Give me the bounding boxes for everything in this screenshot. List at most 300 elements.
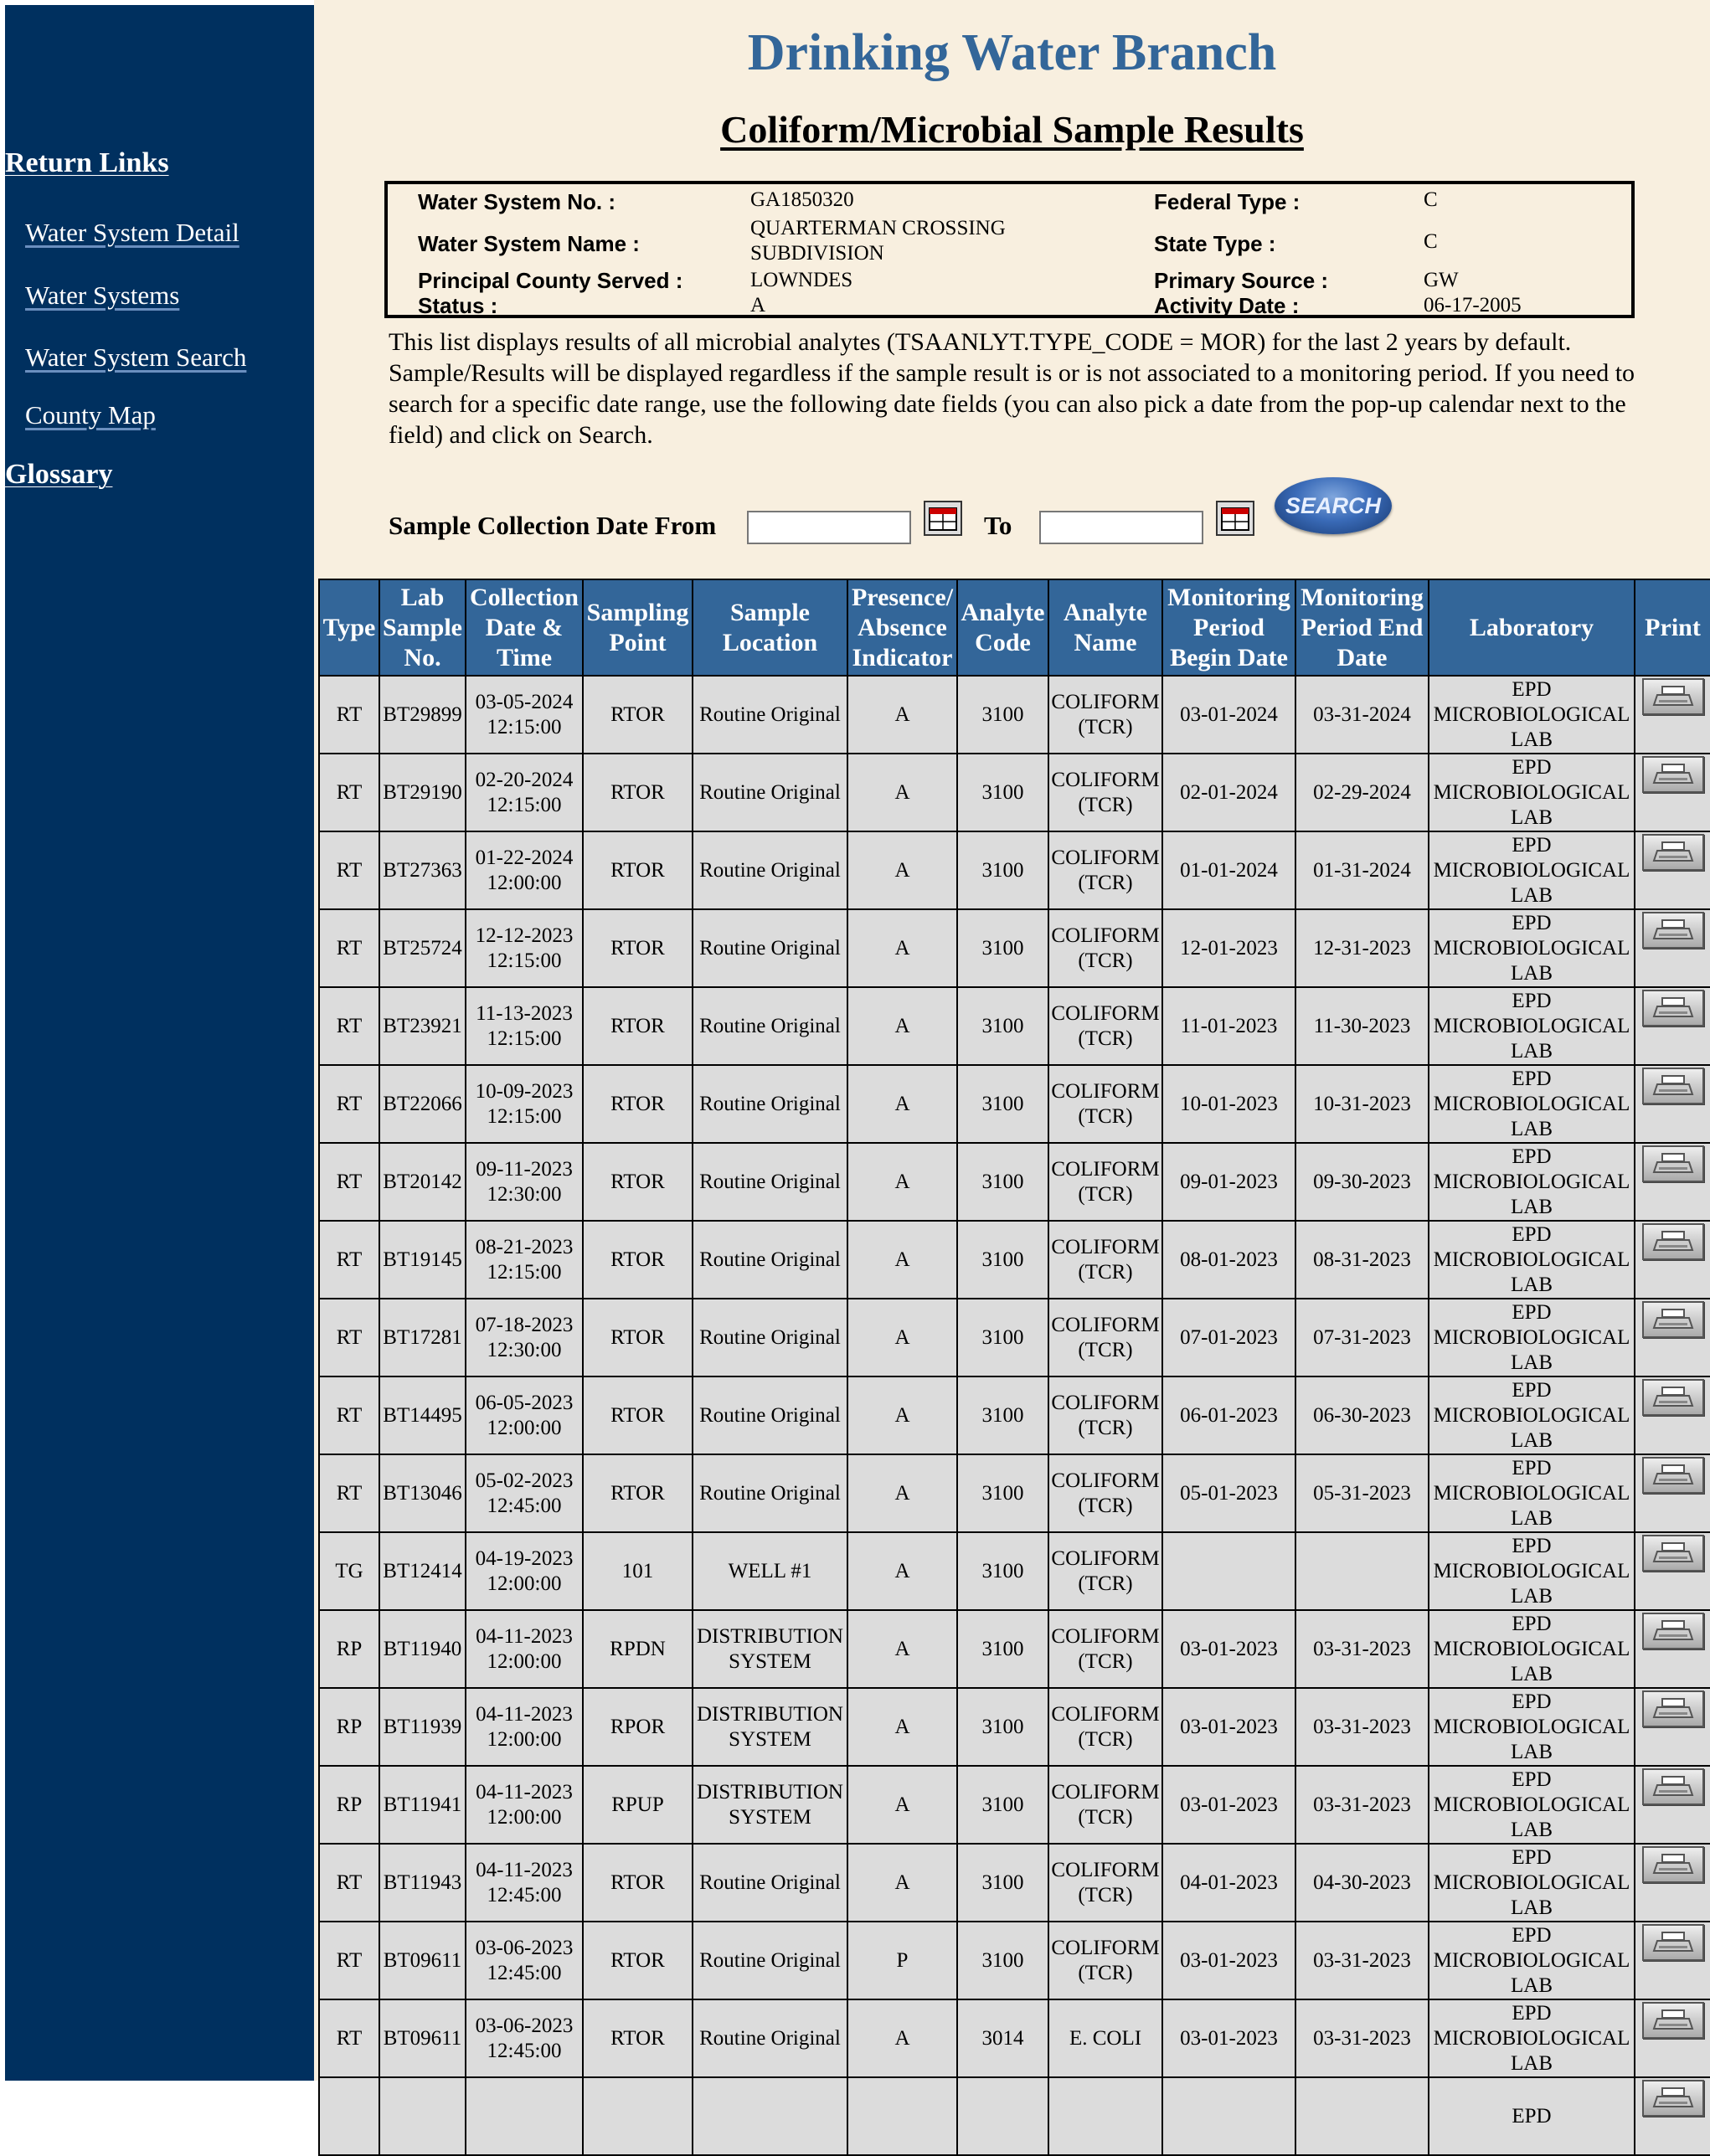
cell-presence-absence: A (847, 909, 957, 987)
printer-icon (1644, 1381, 1702, 1414)
cell-sampling-point: RTOR (583, 909, 693, 987)
print-button[interactable] (1642, 1145, 1704, 1182)
cell-presence-absence: A (847, 1766, 957, 1844)
cell-analyte-code: 3100 (957, 1221, 1048, 1299)
cell-lab-sample-no: BT14495 (379, 1376, 466, 1454)
cell-analyte-name: COLIFORM (TCR) (1048, 1221, 1162, 1299)
cell-type: RT (319, 1844, 379, 1922)
cell-sample-location: Routine Original (693, 1844, 847, 1922)
cell-type: RP (319, 1766, 379, 1844)
water-system-name-line1: QUARTERMAN CROSSING (750, 217, 1006, 239)
cell-analyte-name: COLIFORM (TCR) (1048, 1299, 1162, 1376)
federal-type-label: Federal Type : (1154, 189, 1301, 214)
printer-icon (1644, 1225, 1702, 1258)
cell-presence-absence: A (847, 1532, 957, 1610)
print-button[interactable] (1642, 834, 1704, 871)
cell-period-begin: 03-01-2023 (1162, 1922, 1295, 1999)
sidebar-link-county-map[interactable]: County Map (25, 400, 156, 430)
cell-print (1635, 1844, 1710, 1922)
cell-period-begin: 03-01-2023 (1162, 1688, 1295, 1766)
cell-presence-absence: A (847, 1688, 957, 1766)
printer-icon (1644, 1536, 1702, 1570)
cell-period-end: 05-31-2023 (1295, 1454, 1429, 1532)
date-from-input[interactable] (747, 511, 911, 544)
printer-icon (1644, 1303, 1702, 1336)
cell-sample-location: DISTRIBUTION SYSTEM (693, 1610, 847, 1688)
cell-analyte-name: COLIFORM (TCR) (1048, 1688, 1162, 1766)
cell-sampling-point: RPOR (583, 1688, 693, 1766)
cell-sampling-point: RTOR (583, 1299, 693, 1376)
print-button[interactable] (1642, 1846, 1704, 1883)
cell-collection-date: 03-05-2024 12:15:00 (466, 676, 583, 754)
cell-laboratory: EPD MICROBIOLOGICAL LAB (1429, 1221, 1635, 1299)
cell-presence-absence: A (847, 1610, 957, 1688)
sidebar-link-water-systems[interactable]: Water Systems (25, 280, 180, 310)
search-button[interactable]: SEARCH (1275, 477, 1392, 534)
cell-period-begin: 11-01-2023 (1162, 987, 1295, 1065)
sidebar-link-water-system-detail[interactable]: Water System Detail (25, 218, 240, 247)
table-row (319, 1844, 1710, 1922)
table-row (319, 676, 1710, 754)
cell-print (1635, 831, 1710, 909)
print-button[interactable] (1642, 1535, 1704, 1572)
cell-sampling-point: RTOR (583, 676, 693, 754)
cell-sample-location: Routine Original (693, 676, 847, 754)
cell-period-end: 03-31-2023 (1295, 1999, 1429, 2077)
cell-analyte-code: 3100 (957, 1454, 1048, 1532)
cell-period-begin: 12-01-2023 (1162, 909, 1295, 987)
cell-lab-sample-no: BT17281 (379, 1299, 466, 1376)
cell-laboratory: EPD MICROBIOLOGICAL LAB (1429, 1922, 1635, 1999)
cell-lab-sample-no: BT20142 (379, 1143, 466, 1221)
cell-sample-location: Routine Original (693, 1221, 847, 1299)
printer-icon (1644, 2081, 1702, 2115)
cell-lab-sample-no: BT19145 (379, 1221, 466, 1299)
table-row (319, 1376, 1710, 1454)
cell-print (1635, 1143, 1710, 1221)
results-table (318, 579, 1710, 2156)
print-button[interactable] (1642, 678, 1704, 715)
cell-laboratory: EPD MICROBIOLOGICAL LAB (1429, 1766, 1635, 1844)
cell-print (1635, 1922, 1710, 1999)
cell-laboratory: EPD MICROBIOLOGICAL LAB (1429, 1454, 1635, 1532)
print-button[interactable] (1642, 2002, 1704, 2039)
cell-laboratory: EPD MICROBIOLOGICAL LAB (1429, 1610, 1635, 1688)
cell-period-end: 04-30-2023 (1295, 1844, 1429, 1922)
cell-collection-date: 12-12-2023 12:15:00 (466, 909, 583, 987)
cell-lab-sample-no: BT11941 (379, 1766, 466, 1844)
cell-sample-location: Routine Original (693, 1922, 847, 1999)
cell-period-end (1295, 1532, 1429, 1610)
header-collection-date: Collection Date & Time (466, 579, 583, 676)
cell-collection-date: 09-11-2023 12:30:00 (466, 1143, 583, 1221)
cell-collection-date: 04-11-2023 12:00:00 (466, 1610, 583, 1688)
cell-sampling-point: RTOR (583, 1376, 693, 1454)
table-row (319, 1221, 1710, 1299)
cell-analyte-code: 3100 (957, 1844, 1048, 1922)
cell-sampling-point: RTOR (583, 754, 693, 831)
cell-analyte-name: COLIFORM (TCR) (1048, 754, 1162, 831)
cell-analyte-code: 3100 (957, 1766, 1048, 1844)
print-button[interactable] (1642, 1301, 1704, 1338)
cell-analyte-name: E. COLI (1048, 1999, 1162, 2077)
cell-sample-location: Routine Original (693, 1376, 847, 1454)
cell-type: RP (319, 1610, 379, 1688)
cell-lab-sample-no: BT13046 (379, 1454, 466, 1532)
cell-print (1635, 1221, 1710, 1299)
cell-analyte-code: 3100 (957, 1532, 1048, 1610)
cell-sampling-point: RTOR (583, 1454, 693, 1532)
cell-print (1635, 1065, 1710, 1143)
cell-type: RT (319, 1999, 379, 2077)
cell-period-begin: 03-01-2023 (1162, 1766, 1295, 1844)
cell-laboratory: EPD MICROBIOLOGICAL LAB (1429, 1143, 1635, 1221)
cell-presence-absence: A (847, 831, 957, 909)
printer-icon (1644, 991, 1702, 1025)
cell-sampling-point: RTOR (583, 1221, 693, 1299)
description-text: This list displays results of all microbial analytes (TSAANLYT.TYPE_CODE = MOR) for the last 2 years by default. Sample/Results will be displayed regardless if the sample result is or is not associated to a monitoring period. If you need to search for a specific date range, use the following date fields (you can also pick a date from the pop-up calendar next to the field) and click on Search. (389, 328, 1635, 449)
primary-source-value: GW (1424, 269, 1459, 291)
cell-type: RT (319, 1143, 379, 1221)
cell-period-end: 10-31-2023 (1295, 1065, 1429, 1143)
calendar-icon (929, 506, 957, 531)
cell-sample-location: Routine Original (693, 831, 847, 909)
print-button[interactable] (1642, 1457, 1704, 1494)
cell-sampling-point: RTOR (583, 1065, 693, 1143)
sidebar-link-water-system-search[interactable]: Water System Search (25, 342, 247, 372)
cell-period-end: 07-31-2023 (1295, 1299, 1429, 1376)
printer-icon (1644, 1147, 1702, 1181)
cell-laboratory: EPD MICROBIOLOGICAL LAB (1429, 1065, 1635, 1143)
cell-period-begin: 06-01-2023 (1162, 1376, 1295, 1454)
cell-sampling-point: RTOR (583, 987, 693, 1065)
cell-period-begin: 03-01-2023 (1162, 1999, 1295, 2077)
header-period-begin: Monitoring Period Begin Date (1162, 579, 1295, 676)
cell-print (1635, 754, 1710, 831)
cell-period-end: 03-31-2023 (1295, 1766, 1429, 1844)
cell-print (1635, 987, 1710, 1065)
header-type: Type (319, 579, 379, 676)
cell-sample-location: Routine Original (693, 987, 847, 1065)
cell-type: RT (319, 831, 379, 909)
cell-presence-absence: A (847, 1999, 957, 2077)
date-search-form (314, 477, 1710, 553)
cell-analyte-code: 3100 (957, 1610, 1048, 1688)
cell-sample-location: Routine Original (693, 1999, 847, 2077)
cell-type: RT (319, 987, 379, 1065)
cell-type: RT (319, 676, 379, 754)
cell-period-begin: 04-01-2023 (1162, 1844, 1295, 1922)
cell-analyte-name: COLIFORM (TCR) (1048, 1610, 1162, 1688)
calendar-from-button[interactable] (924, 501, 962, 536)
cell-sampling-point: RTOR (583, 831, 693, 909)
cell-lab-sample-no: BT23921 (379, 987, 466, 1065)
cell-sampling-point: RPDN (583, 1610, 693, 1688)
cell-print (1635, 1766, 1710, 1844)
cell-period-end (1295, 2077, 1429, 2155)
cell-analyte-code: 3100 (957, 1922, 1048, 1999)
cell-print (1635, 909, 1710, 987)
cell-presence-absence (847, 2077, 957, 2155)
table-row (319, 1999, 1710, 2077)
print-button[interactable] (1642, 1223, 1704, 1260)
header-sample-location: Sample Location (693, 579, 847, 676)
cell-laboratory: EPD (1429, 2077, 1635, 2155)
cell-lab-sample-no: BT09611 (379, 1922, 466, 1999)
cell-analyte-code (957, 2077, 1048, 2155)
date-from-label: Sample Collection Date From (389, 511, 717, 540)
cell-type: RP (319, 1688, 379, 1766)
cell-analyte-code: 3100 (957, 1688, 1048, 1766)
cell-analyte-name: COLIFORM (TCR) (1048, 909, 1162, 987)
cell-period-end: 03-31-2023 (1295, 1922, 1429, 1999)
cell-period-begin: 10-01-2023 (1162, 1065, 1295, 1143)
cell-presence-absence: A (847, 1454, 957, 1532)
cell-analyte-code: 3100 (957, 1065, 1048, 1143)
cell-type: RT (319, 1299, 379, 1376)
cell-period-begin (1162, 1532, 1295, 1610)
cell-analyte-name: COLIFORM (TCR) (1048, 1844, 1162, 1922)
table-row (319, 1299, 1710, 1376)
page-title: Drinking Water Branch (747, 24, 1277, 81)
cell-analyte-name: COLIFORM (TCR) (1048, 987, 1162, 1065)
printer-icon (1644, 1459, 1702, 1492)
header-period-end: Monitoring Period End Date (1295, 579, 1429, 676)
cell-analyte-name: COLIFORM (TCR) (1048, 1143, 1162, 1221)
cell-period-begin: 03-01-2024 (1162, 676, 1295, 754)
print-button[interactable] (1642, 990, 1704, 1027)
header-sampling-point: Sampling Point (583, 579, 693, 676)
cell-sample-location: Routine Original (693, 909, 847, 987)
cell-lab-sample-no: BT11943 (379, 1844, 466, 1922)
printer-icon (1644, 1848, 1702, 1881)
cell-laboratory: EPD MICROBIOLOGICAL LAB (1429, 1532, 1635, 1610)
printer-icon (1644, 836, 1702, 869)
cell-sample-location (693, 2077, 847, 2155)
cell-presence-absence: A (847, 676, 957, 754)
cell-laboratory: EPD MICROBIOLOGICAL LAB (1429, 987, 1635, 1065)
cell-sample-location: Routine Original (693, 1299, 847, 1376)
print-button[interactable] (1642, 1068, 1704, 1104)
page-subtitle: Coliform/Microbial Sample Results (720, 108, 1304, 151)
cell-lab-sample-no: BT27363 (379, 831, 466, 909)
cell-type: RT (319, 754, 379, 831)
cell-period-end: 02-29-2024 (1295, 754, 1429, 831)
water-system-info-box (384, 181, 1635, 318)
print-button[interactable] (1642, 1613, 1704, 1649)
cell-period-end: 03-31-2024 (1295, 676, 1429, 754)
table-row (319, 1532, 1710, 1610)
cell-presence-absence: A (847, 1143, 957, 1221)
cell-period-begin: 09-01-2023 (1162, 1143, 1295, 1221)
cell-analyte-name: COLIFORM (TCR) (1048, 1766, 1162, 1844)
cell-sample-location: Routine Original (693, 1065, 847, 1143)
cell-analyte-name: COLIFORM (TCR) (1048, 1065, 1162, 1143)
cell-analyte-name (1048, 2077, 1162, 2155)
table-row (319, 1454, 1710, 1532)
header-print: Print (1635, 579, 1710, 676)
header-lab-sample-no: Lab Sample No. (379, 579, 466, 676)
date-to-input[interactable] (1039, 511, 1203, 544)
state-type-value: C (1424, 230, 1438, 253)
cell-analyte-code: 3100 (957, 1299, 1048, 1376)
cell-analyte-name: COLIFORM (TCR) (1048, 1376, 1162, 1454)
print-button[interactable] (1642, 912, 1704, 949)
header-laboratory: Laboratory (1429, 579, 1635, 676)
calendar-to-button[interactable] (1216, 501, 1254, 536)
status-value: A (750, 294, 766, 316)
cell-type (319, 2077, 379, 2155)
cell-presence-absence: A (847, 1065, 957, 1143)
cell-presence-absence: P (847, 1922, 957, 1999)
cell-lab-sample-no: BT12414 (379, 1532, 466, 1610)
federal-type-value: C (1424, 188, 1438, 211)
glossary-link[interactable]: Glossary (5, 459, 113, 490)
header-analyte-name: Analyte Name (1048, 579, 1162, 676)
cell-collection-date: 11-13-2023 12:15:00 (466, 987, 583, 1065)
table-row (319, 1766, 1710, 1844)
cell-print (1635, 1532, 1710, 1610)
principal-county-label: Principal County Served : (418, 268, 683, 293)
cell-type: RT (319, 1454, 379, 1532)
table-header-row (319, 579, 1710, 676)
print-button[interactable] (1642, 1379, 1704, 1416)
print-button[interactable] (1642, 756, 1704, 793)
cell-analyte-name: COLIFORM (TCR) (1048, 1532, 1162, 1610)
cell-lab-sample-no (379, 2077, 466, 2155)
cell-sampling-point: RPUP (583, 1766, 693, 1844)
header-presence-absence: Presence/ Absence Indicator (847, 579, 957, 676)
cell-period-begin: 01-01-2024 (1162, 831, 1295, 909)
printer-icon (1644, 1069, 1702, 1103)
table-row (319, 831, 1710, 909)
cell-period-end: 08-31-2023 (1295, 1221, 1429, 1299)
activity-date-label: Activity Date : (1154, 293, 1300, 318)
printer-icon (1644, 913, 1702, 947)
state-type-label: State Type : (1154, 231, 1276, 256)
print-button[interactable] (1642, 1924, 1704, 1961)
table-row (319, 2077, 1710, 2155)
cell-type: RT (319, 1922, 379, 1999)
calendar-icon (1221, 506, 1249, 531)
cell-period-end: 01-31-2024 (1295, 831, 1429, 909)
return-links-heading[interactable]: Return Links (5, 147, 169, 178)
cell-lab-sample-no: BT25724 (379, 909, 466, 987)
cell-sampling-point (583, 2077, 693, 2155)
cell-period-begin: 02-01-2024 (1162, 754, 1295, 831)
cell-collection-date: 03-06-2023 12:45:00 (466, 1999, 583, 2077)
water-system-name-label: Water System Name : (418, 231, 640, 256)
printer-icon (1644, 1692, 1702, 1726)
cell-period-begin (1162, 2077, 1295, 2155)
table-row (319, 909, 1710, 987)
cell-sample-location: Routine Original (693, 754, 847, 831)
cell-print (1635, 1688, 1710, 1766)
cell-type: RT (319, 1221, 379, 1299)
date-to-label: To (984, 511, 1012, 540)
cell-analyte-code: 3014 (957, 1999, 1048, 2077)
cell-collection-date: 04-11-2023 12:00:00 (466, 1766, 583, 1844)
primary-source-label: Primary Source : (1154, 268, 1329, 293)
cell-period-end: 11-30-2023 (1295, 987, 1429, 1065)
cell-laboratory: EPD MICROBIOLOGICAL LAB (1429, 676, 1635, 754)
cell-laboratory: EPD MICROBIOLOGICAL LAB (1429, 831, 1635, 909)
cell-sampling-point: RTOR (583, 1922, 693, 1999)
cell-lab-sample-no: BT29190 (379, 754, 466, 831)
header-analyte-code: Analyte Code (957, 579, 1048, 676)
cell-collection-date: 07-18-2023 12:30:00 (466, 1299, 583, 1376)
cell-sampling-point: RTOR (583, 1844, 693, 1922)
cell-collection-date: 05-02-2023 12:45:00 (466, 1454, 583, 1532)
table-row (319, 1922, 1710, 1999)
cell-print (1635, 1299, 1710, 1376)
print-button[interactable] (1642, 1768, 1704, 1805)
cell-presence-absence: A (847, 1299, 957, 1376)
cell-collection-date: 06-05-2023 12:00:00 (466, 1376, 583, 1454)
cell-sample-location: Routine Original (693, 1143, 847, 1221)
cell-print (1635, 2077, 1710, 2155)
cell-sample-location: DISTRIBUTION SYSTEM (693, 1766, 847, 1844)
cell-sample-location: WELL #1 (693, 1532, 847, 1610)
cell-laboratory: EPD MICROBIOLOGICAL LAB (1429, 1299, 1635, 1376)
cell-laboratory: EPD MICROBIOLOGICAL LAB (1429, 1999, 1635, 2077)
cell-lab-sample-no: BT11940 (379, 1610, 466, 1688)
printer-icon (1644, 1926, 1702, 1959)
cell-analyte-code: 3100 (957, 909, 1048, 987)
printer-icon (1644, 1614, 1702, 1648)
cell-sampling-point: RTOR (583, 1143, 693, 1221)
cell-period-begin: 03-01-2023 (1162, 1610, 1295, 1688)
status-label: Status : (418, 293, 498, 318)
print-button[interactable] (1642, 1690, 1704, 1727)
cell-print (1635, 1376, 1710, 1454)
cell-print (1635, 1454, 1710, 1532)
sidebar (5, 5, 314, 2081)
cell-type: TG (319, 1532, 379, 1610)
cell-analyte-name: COLIFORM (TCR) (1048, 676, 1162, 754)
cell-period-end: 09-30-2023 (1295, 1143, 1429, 1221)
cell-presence-absence: A (847, 754, 957, 831)
cell-type: RT (319, 909, 379, 987)
cell-collection-date: 02-20-2024 12:15:00 (466, 754, 583, 831)
cell-presence-absence: A (847, 1221, 957, 1299)
cell-period-begin: 07-01-2023 (1162, 1299, 1295, 1376)
cell-analyte-name: COLIFORM (TCR) (1048, 831, 1162, 909)
cell-laboratory: EPD MICROBIOLOGICAL LAB (1429, 909, 1635, 987)
cell-analyte-code: 3100 (957, 987, 1048, 1065)
cell-presence-absence: A (847, 1844, 957, 1922)
water-system-no-value: GA1850320 (750, 188, 854, 211)
cell-laboratory: EPD MICROBIOLOGICAL LAB (1429, 1688, 1635, 1766)
cell-sampling-point: RTOR (583, 1999, 693, 2077)
table-row (319, 754, 1710, 831)
cell-lab-sample-no: BT11939 (379, 1688, 466, 1766)
printer-icon (1644, 1770, 1702, 1804)
printer-icon (1644, 758, 1702, 791)
cell-period-end: 03-31-2023 (1295, 1610, 1429, 1688)
cell-collection-date: 04-19-2023 12:00:00 (466, 1532, 583, 1610)
cell-collection-date: 04-11-2023 12:45:00 (466, 1844, 583, 1922)
cell-collection-date: 08-21-2023 12:15:00 (466, 1221, 583, 1299)
cell-period-end: 06-30-2023 (1295, 1376, 1429, 1454)
cell-analyte-code: 3100 (957, 1376, 1048, 1454)
cell-period-begin: 08-01-2023 (1162, 1221, 1295, 1299)
cell-analyte-code: 3100 (957, 1143, 1048, 1221)
cell-type: RT (319, 1065, 379, 1143)
table-row (319, 1688, 1710, 1766)
cell-laboratory: EPD MICROBIOLOGICAL LAB (1429, 754, 1635, 831)
print-button[interactable] (1642, 2080, 1704, 2117)
